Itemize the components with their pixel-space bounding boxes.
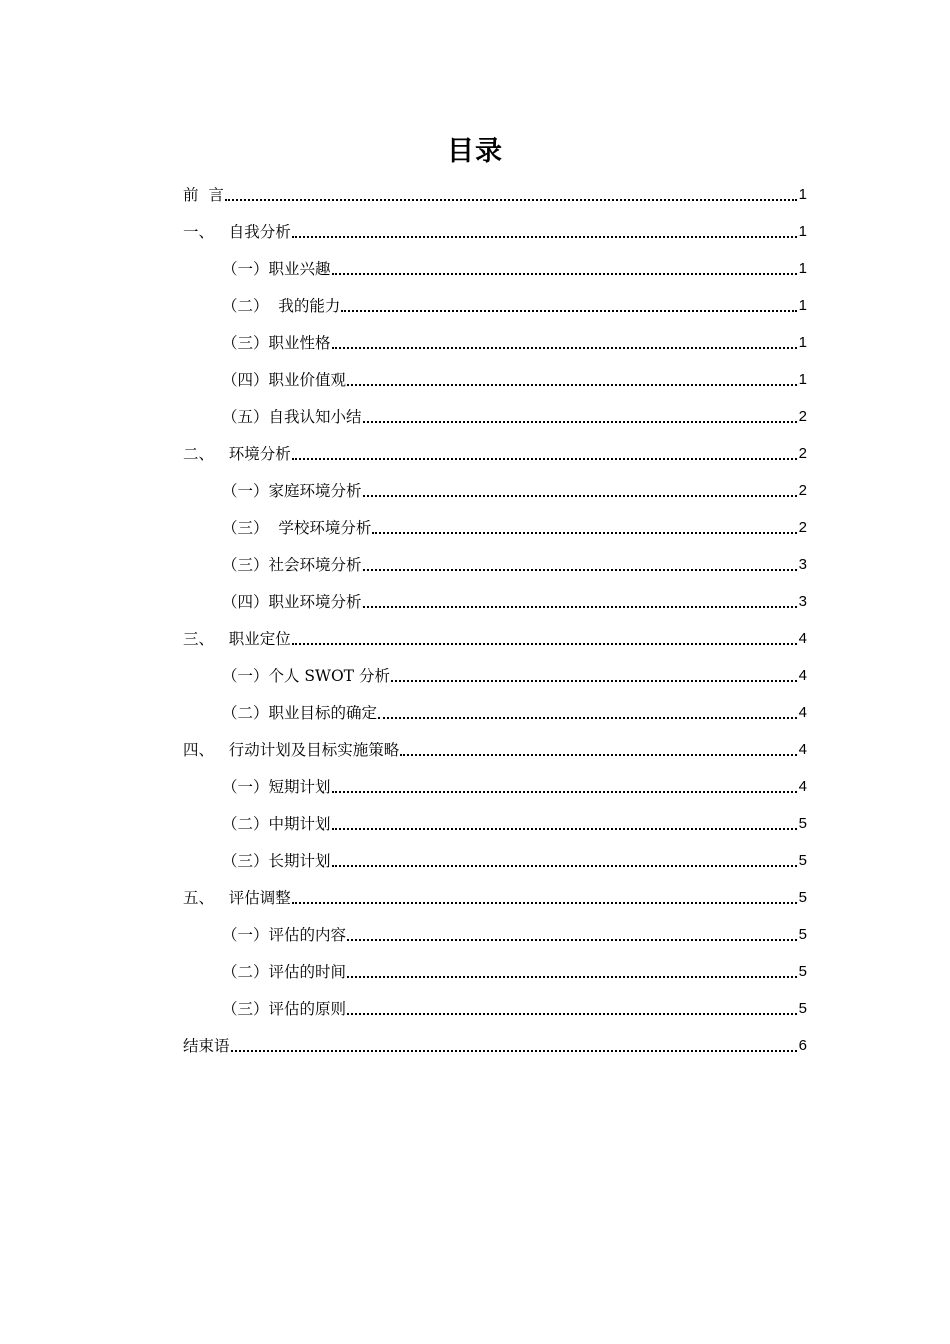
toc-entry-text: 四、 行动计划及目标实施策略 (183, 741, 400, 759)
toc-entry[interactable] (183, 723, 807, 760)
toc-entry-text: （一）家庭环境分析 (222, 482, 362, 500)
toc-entry-text: （二）中期计划 (222, 815, 331, 833)
toc-page-number: 1 (798, 260, 807, 277)
toc-dot-leader (332, 273, 797, 275)
toc-entry[interactable] (183, 686, 807, 723)
toc-dot-leader (347, 976, 797, 978)
toc-entry-text: 五、 评估调整 (183, 889, 291, 907)
toc-dot-leader (341, 310, 796, 312)
toc-entry-text: （一）评估的内容 (222, 926, 347, 944)
toc-entry-text: （四）职业环境分析 (222, 593, 362, 611)
toc-title: 目录 (447, 136, 503, 167)
toc-entry[interactable] (183, 464, 807, 501)
toc-page-number: 1 (798, 186, 807, 203)
toc-page-number: 5 (798, 963, 807, 980)
toc-page-number: 1 (798, 223, 807, 240)
toc-entry-text: 结束语 (183, 1037, 230, 1055)
toc-entry[interactable] (183, 834, 807, 871)
toc-page-number: 2 (798, 482, 807, 499)
toc-page-number: 5 (798, 926, 807, 943)
toc-entry-text: （五）自我认知小结 (222, 408, 362, 426)
toc-entry[interactable] (183, 908, 807, 945)
toc-page-number: 1 (798, 297, 807, 314)
toc-entry[interactable] (183, 279, 807, 316)
toc-entry[interactable] (183, 945, 807, 982)
toc-entry[interactable] (183, 1019, 807, 1056)
toc-entry[interactable] (183, 390, 807, 427)
toc-page-number: 5 (798, 852, 807, 869)
toc-entry-text: （二）评估的时间 (222, 963, 347, 981)
toc-entry[interactable] (183, 649, 807, 686)
toc-page-number: 1 (798, 334, 807, 351)
toc-page-number: 2 (798, 445, 807, 462)
toc-page-number: 1 (798, 371, 807, 388)
toc-page-number: 6 (798, 1037, 807, 1054)
toc-entry-text: （一）短期计划 (222, 778, 331, 796)
toc-page-number: 4 (798, 741, 807, 758)
toc-dot-leader (292, 458, 797, 460)
toc-dot-leader (363, 495, 797, 497)
toc-dot-leader (391, 680, 797, 682)
toc-entry-text: （三）评估的原则 (222, 1000, 347, 1018)
toc-entry[interactable] (183, 612, 807, 649)
toc-dot-leader (363, 421, 797, 423)
toc-dot-leader (332, 347, 797, 349)
toc-dot-leader (347, 1013, 797, 1015)
toc-dot-leader (225, 199, 797, 201)
toc-dot-leader (292, 236, 797, 238)
toc-entry-text: 一、 自我分析 (183, 223, 291, 241)
toc-dot-leader (347, 384, 797, 386)
toc-entry[interactable] (183, 427, 807, 464)
toc-page-number: 4 (798, 778, 807, 795)
toc-entry-text: （一）个人 SWOT 分析 (222, 667, 390, 685)
toc-entry[interactable] (183, 982, 807, 1019)
toc-dot-leader (378, 717, 797, 719)
toc-entry-text: （三）社会环境分析 (222, 556, 362, 574)
toc-dot-leader (332, 791, 797, 793)
toc-page-number: 5 (798, 1000, 807, 1017)
toc-entry-text: （三）职业性格 (222, 334, 331, 352)
toc-entry[interactable] (183, 538, 807, 575)
toc-page-number: 4 (798, 667, 807, 684)
toc-entry-text: 前 言 (183, 186, 224, 204)
toc-dot-leader (347, 939, 797, 941)
toc-dot-leader (400, 754, 796, 756)
toc-entry-text: （二） 我的能力 (222, 297, 341, 315)
toc-entry-text: （二）职业目标的确定 (222, 704, 378, 722)
toc-page-number: 3 (798, 556, 807, 573)
toc-entry[interactable] (183, 242, 807, 279)
toc-dot-leader (363, 569, 797, 571)
toc-dot-leader (292, 902, 797, 904)
toc-entry[interactable] (183, 316, 807, 353)
toc-dot-leader (372, 532, 796, 534)
toc-entry-text: 二、 环境分析 (183, 445, 291, 463)
toc-dot-leader (332, 865, 797, 867)
toc-entry[interactable] (183, 205, 807, 242)
toc-dot-leader (363, 606, 797, 608)
toc-page-number: 5 (798, 889, 807, 906)
toc-entry-text: （一）职业兴趣 (222, 260, 331, 278)
toc-entry[interactable] (183, 168, 807, 205)
toc-list (183, 168, 807, 1056)
toc-page-number: 5 (798, 815, 807, 832)
toc-entry[interactable] (183, 501, 807, 538)
toc-entry-text: （三） 学校环境分析 (222, 519, 372, 537)
toc-entry[interactable] (183, 797, 807, 834)
toc-entry-text: 三、 职业定位 (183, 630, 291, 648)
toc-page-number: 4 (798, 704, 807, 721)
toc-entry[interactable] (183, 871, 807, 908)
toc-dot-leader (292, 643, 797, 645)
toc-dot-leader (231, 1050, 797, 1052)
toc-entry[interactable] (183, 353, 807, 390)
toc-dot-leader (332, 828, 797, 830)
toc-page-number: 2 (798, 408, 807, 425)
toc-entry-text: （三）长期计划 (222, 852, 331, 870)
toc-page-number: 3 (798, 593, 807, 610)
toc-page-number: 4 (798, 630, 807, 647)
toc-entry[interactable] (183, 760, 807, 797)
toc-page-number: 2 (798, 519, 807, 536)
toc-entry-text: （四）职业价值观 (222, 371, 347, 389)
toc-entry[interactable] (183, 575, 807, 612)
